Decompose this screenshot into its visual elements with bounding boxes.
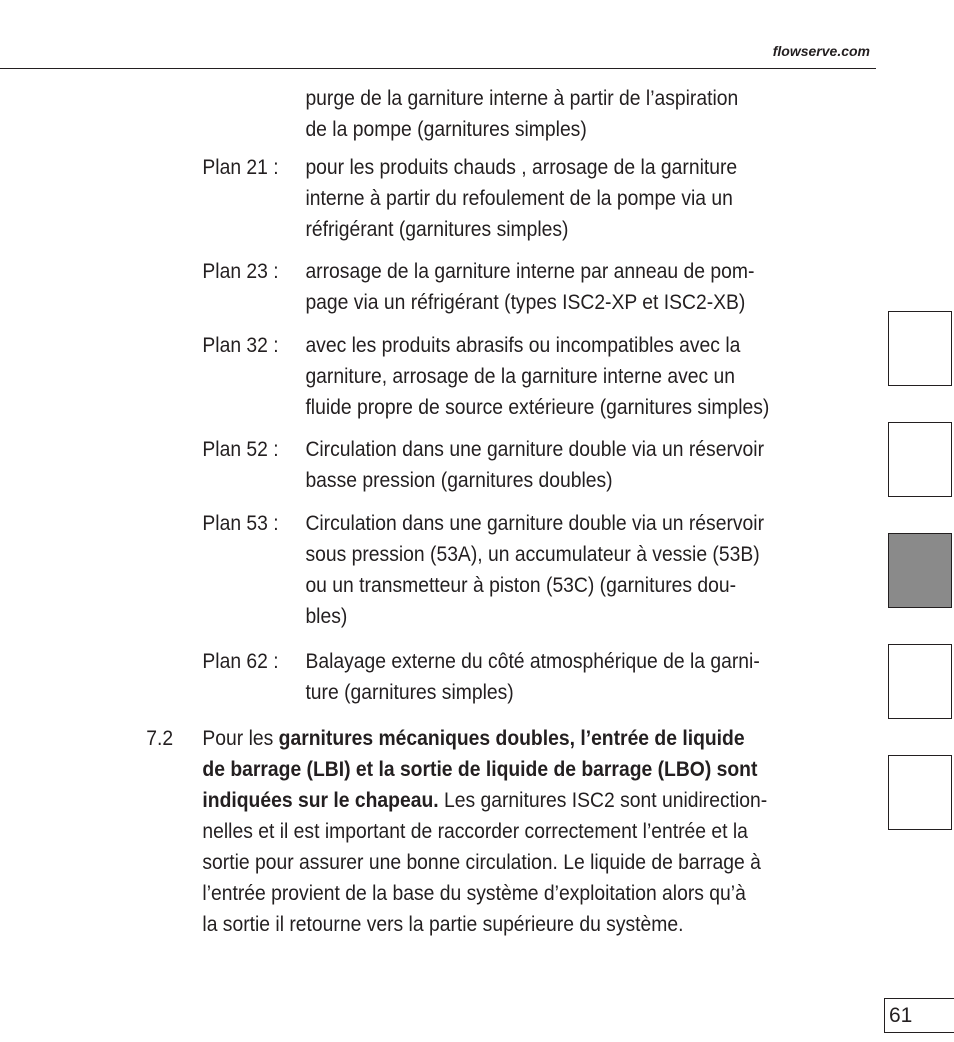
page-number: 61 [884, 998, 954, 1033]
text-normal: Les garnitures ISC2 sont unidirection- [438, 789, 768, 812]
chapter-tab [888, 311, 952, 386]
text-line: Circulation dans une garniture double via un réservoir [305, 438, 765, 461]
section-paragraph [202, 723, 885, 940]
text-line: bles) [305, 605, 348, 628]
text-line: interne à partir du refoulement de la pompe via un [305, 187, 733, 210]
plan-description [305, 508, 883, 632]
text-line: purge de la garniture interne à partir de l’aspiration [305, 87, 739, 110]
text-line: Balayage externe du côté atmosphérique de la garni- [305, 650, 760, 673]
text-bold: de barrage (LBI) et la sortie de liquide de barrage (LBO) sont [202, 758, 758, 781]
plan-label: Plan 21 : [202, 156, 279, 179]
continuation-text [305, 83, 885, 145]
text-line: de la pompe (garnitures simples) [305, 118, 587, 141]
text-line: avec les produits abrasifs ou incompatibles avec la [305, 334, 741, 357]
text-line: nelles et il est important de raccorder correctement l’entrée et la [202, 820, 748, 843]
chapter-tab-active [888, 533, 952, 608]
text-line: sous pression (53A), un accumulateur à vessie (53B) [305, 543, 760, 566]
plan-label: Plan 53 : [202, 512, 279, 535]
plan-description [305, 256, 883, 318]
header-site: flowserve.com [772, 43, 870, 59]
text-line [202, 723, 885, 754]
plan-label: Plan 62 : [202, 650, 279, 673]
text-line: ture (garnitures simples) [305, 681, 514, 704]
text-line: garniture, arrosage de la garniture interne avec un [305, 365, 736, 388]
text-line: fluide propre de source extérieure (garnitures simples) [305, 396, 770, 419]
text-line: basse pression (garnitures doubles) [305, 469, 613, 492]
text-bold: indiquées sur le chapeau. [202, 789, 439, 812]
plan-label: Plan 52 : [202, 438, 279, 461]
plan-label: Plan 23 : [202, 260, 279, 283]
text-line: ou un transmetteur à piston (53C) (garnitures dou- [305, 574, 737, 597]
chapter-tab [888, 755, 952, 830]
plan-description [305, 434, 883, 496]
text-line: réfrigérant (garnitures simples) [305, 218, 569, 241]
header-rule [0, 68, 876, 69]
text-line: page via un réfrigérant (types ISC2-XP et ISC2-XB) [305, 291, 746, 314]
text-normal: Pour les [202, 727, 279, 750]
plan-description [305, 152, 883, 245]
text-line: l’entrée provient de la base du système d’exploitation alors qu’à [202, 882, 746, 905]
plan-description [305, 330, 883, 423]
text-line: arrosage de la garniture interne par anneau de pom- [305, 260, 755, 283]
section-number: 7.2 [146, 727, 174, 750]
text-line [202, 754, 885, 785]
plan-label: Plan 32 : [202, 334, 279, 357]
text-bold: garnitures mécaniques doubles, l’entrée de liquide [278, 727, 745, 750]
plan-description [305, 646, 883, 708]
text-line: Circulation dans une garniture double via un réservoir [305, 512, 765, 535]
text-line: la sortie il retourne vers la partie supérieure du système. [202, 913, 684, 936]
chapter-tab [888, 422, 952, 497]
text-line [202, 785, 885, 816]
text-line: pour les produits chauds , arrosage de la garniture [305, 156, 738, 179]
text-line: sortie pour assurer une bonne circulation. Le liquide de barrage à [202, 851, 761, 874]
chapter-tab [888, 644, 952, 719]
